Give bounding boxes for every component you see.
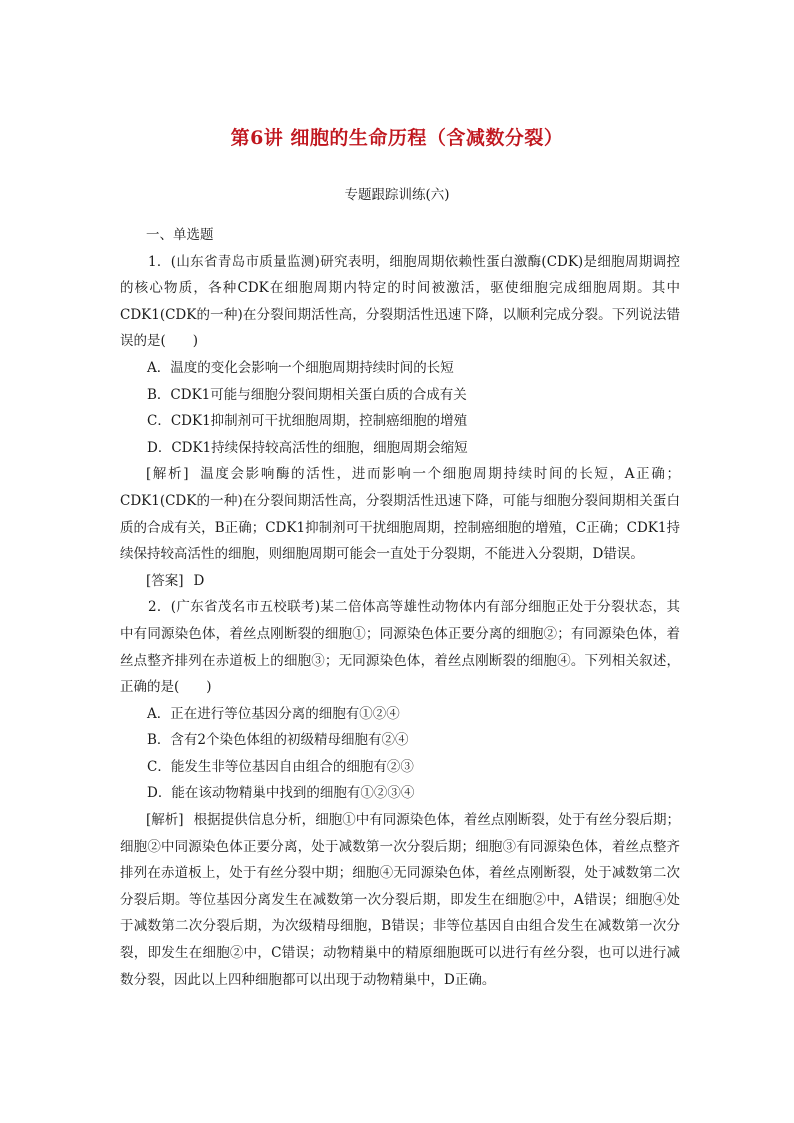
question-1-option-a: A．温度的变化会影响一个细胞周期持续时间的长短 [147,359,454,376]
analysis-text: 温度会影响酶的活性，进而影响一个细胞周期持续时间的长短，A正确；CDK1(CDK的一种)在分裂间期活性高，分裂期活性迅速下降，可能与细胞分裂间期相关蛋白质的合成有关，B正确；CDK1抑制剂可干扰细胞周期，控制癌细胞的增殖，C正确；CDK1持续保持较高活性的细胞，则细胞周期可能会一直处于分裂期，不能进入分裂期，D错误。 [120,466,680,563]
answer-tag: [答案] [146,572,184,589]
question-2-option-a: A．正在进行等位基因分离的细胞有①②④ [147,705,400,722]
document-body [120,222,680,993]
question-1-option-c: C．CDK1抑制剂可干扰细胞周期，控制癌细胞的增殖 [147,413,468,430]
question-1-option-b: B．CDK1可能与细胞分裂间期相关蛋白质的合成有关 [147,386,467,403]
question-1-stem: 1．(山东省青岛市质量监测)研究表明，细胞周期依赖性蛋白激酶(CDK)是细胞周期调控的核心物质，各种CDK在细胞周期内特定的时间被激活，驱使细胞完成细胞周期。其中CDK1(CDK的一种)在分裂间期活性高，分裂期活性迅速下降，以顺利完成分裂。下列说法错误的是( ) [120,253,680,350]
question-2-option-d: D．能在该动物精巢中找到的细胞有①②③④ [147,785,415,802]
answer-text: D [193,572,205,589]
question-2-option-c: C．能发生非等位基因自由组合的细胞有②③ [147,758,414,775]
section-heading: 一、单选题 [146,227,214,243]
document-subtitle: 专题跟踪训练(六) [344,187,450,203]
question-1-option-d: D．CDK1持续保持较高活性的细胞，细胞周期会缩短 [147,439,468,456]
analysis-text: 根据提供信息分析，细胞①中有同源染色体，着丝点刚断裂，处于有丝分裂后期；细胞②中同源染色体正要分离，处于减数第一次分裂后期；细胞③有同源染色体，着丝点整齐排列在赤道板上，处于有丝分裂中期；细胞④无同源染色体，着丝点刚断裂，处于减数第二次分裂后期。等位基因分离发生在减数第一次分裂后期，即发生在细胞②中，A错误；细胞④处于减数第二次分裂后期，为次级精母细胞，B错误；非等位基因自由组合发生在减数第一次分裂，即发生在细胞②中，C错误；动物精巢中的精原细胞既可以进行有丝分裂，也可以进行减数分裂，因此以上四种细胞都可以出现于动物精巢中，D正确。 [120,812,680,988]
analysis-tag: [解析] [146,812,184,829]
question-2-option-b: B．含有2个染色体组的初级精母细胞有②④ [147,732,409,749]
question-2-stem: 2．(广东省茂名市五校联考)某二倍体高等雄性动物体内有部分细胞正处于分裂状态，其中有同源染色体，着丝点刚断裂的细胞①；同源染色体正要分离的细胞②；有同源染色体，着丝点整齐排列在赤道板上的细胞③；无同源染色体，着丝点刚断裂的细胞④。下列相关叙述，正确的是( ) [120,599,680,696]
question-1-answer [120,568,680,595]
document-title: 第6讲 细胞的生命历程（含减数分裂） [230,127,564,149]
analysis-tag: [解析] [146,466,189,483]
question-2-analysis [120,807,680,993]
question-1-analysis [120,461,680,567]
